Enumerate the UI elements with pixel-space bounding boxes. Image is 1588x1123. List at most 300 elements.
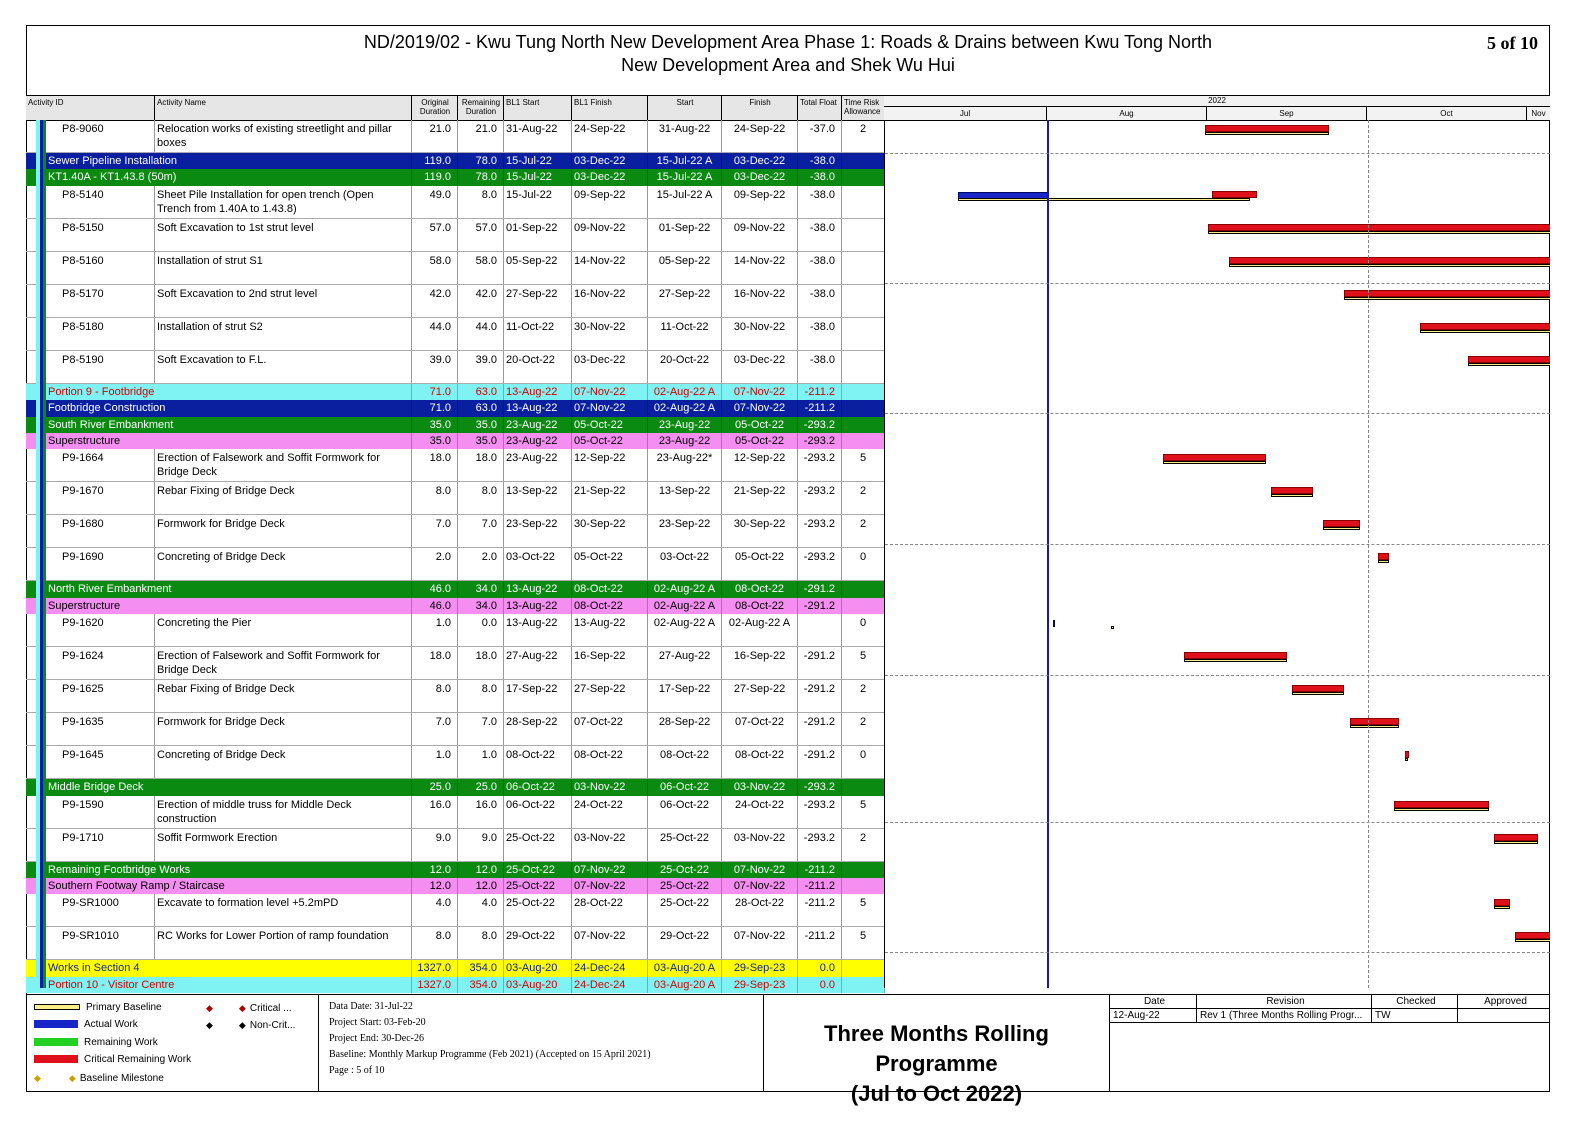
cell-bl1f: 08-Oct-22 bbox=[572, 581, 648, 597]
table-row[interactable] bbox=[26, 515, 885, 548]
cell-bl1s: 13-Aug-22 bbox=[504, 400, 572, 416]
cell-tra bbox=[842, 433, 885, 449]
cell-orig: 119.0 bbox=[412, 169, 458, 185]
cell-tra bbox=[842, 318, 885, 350]
gantt-baseline-bar[interactable] bbox=[1163, 461, 1265, 464]
gantt-baseline-bar[interactable] bbox=[1344, 297, 1550, 300]
cell-tf: -291.2 bbox=[798, 647, 842, 679]
cell-tf: -291.2 bbox=[798, 746, 842, 778]
gantt-baseline-bar[interactable] bbox=[1515, 939, 1550, 942]
gantt-baseline-bar[interactable] bbox=[1111, 626, 1114, 629]
col-finish[interactable]: Finish bbox=[722, 96, 798, 120]
table-row[interactable] bbox=[26, 829, 885, 862]
cell-rem: 12.0 bbox=[458, 862, 504, 878]
rev-approved bbox=[1458, 1009, 1550, 1023]
cell-finish: 07-Nov-22 bbox=[722, 878, 798, 894]
cell-rem: 12.0 bbox=[458, 878, 504, 894]
cell-tra: 2 bbox=[842, 680, 885, 712]
programme-title bbox=[764, 995, 1110, 1106]
cell-rem: 44.0 bbox=[458, 318, 504, 350]
cell-start: 03-Aug-20 A bbox=[648, 960, 722, 976]
cell-start: 23-Aug-22* bbox=[648, 449, 722, 481]
cell-finish: 16-Sep-22 bbox=[722, 647, 798, 679]
cell-finish: 21-Sep-22 bbox=[722, 482, 798, 514]
cell-bl1f: 03-Dec-22 bbox=[572, 351, 648, 383]
group-row[interactable] bbox=[26, 862, 885, 878]
cell-finish: 28-Oct-22 bbox=[722, 894, 798, 926]
timeline-header bbox=[884, 95, 1550, 121]
cell-name: Southern Footway Ramp / Staircase bbox=[46, 878, 412, 894]
cell-start: 02-Aug-22 A bbox=[648, 598, 722, 614]
cell-bl1f: 07-Oct-22 bbox=[572, 713, 648, 745]
cell-name: Erection of Falsework and Soffit Formwork for Bridge Deck bbox=[155, 647, 412, 679]
cell-rem: 78.0 bbox=[458, 169, 504, 185]
group-row[interactable] bbox=[26, 384, 885, 400]
cell-rem: 58.0 bbox=[458, 252, 504, 284]
gantt-critical-bar[interactable] bbox=[1163, 454, 1265, 461]
cell-finish: 08-Oct-22 bbox=[722, 746, 798, 778]
cell-bl1s: 25-Oct-22 bbox=[504, 829, 572, 861]
col-bl1-finish[interactable]: BL1 Finish bbox=[572, 96, 648, 120]
cell-name: Erection of middle truss for Middle Deck construction bbox=[155, 796, 412, 828]
timeline-month-aug: Aug bbox=[1047, 107, 1207, 120]
cell-start: 03-Oct-22 bbox=[648, 548, 722, 580]
cell-tra bbox=[842, 169, 885, 185]
programme-line-1: Three Months Rolling Programme bbox=[824, 1021, 1049, 1076]
legend bbox=[26, 995, 319, 1091]
cell-rem: 63.0 bbox=[458, 384, 504, 400]
cell-tra bbox=[842, 252, 885, 284]
cell-tf: -38.0 bbox=[798, 186, 842, 218]
cell-start: 31-Aug-22 bbox=[648, 120, 722, 152]
cell-bl1f: 03-Nov-22 bbox=[572, 829, 648, 861]
cell-id: P8-5190 bbox=[26, 351, 155, 383]
grid-line-horizontal bbox=[885, 283, 1550, 284]
cell-tra bbox=[842, 219, 885, 251]
cell-tf: -291.2 bbox=[798, 598, 842, 614]
gantt-critical-bar[interactable] bbox=[1208, 224, 1550, 231]
cell-name: Concreting the Pier bbox=[155, 614, 412, 646]
cell-tf: -293.2 bbox=[798, 449, 842, 481]
gantt-critical-bar[interactable] bbox=[1394, 801, 1488, 808]
cell-orig: 49.0 bbox=[412, 186, 458, 218]
gantt-baseline-bar[interactable] bbox=[1468, 363, 1550, 366]
table-row[interactable] bbox=[26, 449, 885, 482]
cell-bl1f: 03-Dec-22 bbox=[572, 153, 648, 169]
legend-baseline-milestone: ◆ ◆ Baseline Milestone bbox=[34, 1073, 164, 1084]
gantt-baseline-bar[interactable] bbox=[1394, 808, 1488, 811]
cell-bl1s: 28-Sep-22 bbox=[504, 713, 572, 745]
gantt-baseline-bar[interactable] bbox=[1405, 758, 1408, 761]
cell-id: P9-1690 bbox=[26, 548, 155, 580]
table-row[interactable] bbox=[26, 894, 885, 927]
cell-bl1f: 30-Sep-22 bbox=[572, 515, 648, 547]
cell-orig: 9.0 bbox=[412, 829, 458, 861]
cell-rem: 21.0 bbox=[458, 120, 504, 152]
gantt-baseline-bar[interactable] bbox=[1271, 494, 1313, 497]
table-row[interactable] bbox=[26, 482, 885, 515]
gantt-critical-bar[interactable] bbox=[1468, 356, 1550, 363]
cell-finish: 03-Nov-22 bbox=[722, 779, 798, 795]
cell-orig: 8.0 bbox=[412, 680, 458, 712]
cell-name: Remaining Footbridge Works bbox=[46, 862, 412, 878]
cell-start: 02-Aug-22 A bbox=[648, 581, 722, 597]
col-bl1-start[interactable]: BL1 Start bbox=[504, 96, 572, 120]
table-row[interactable] bbox=[26, 318, 885, 351]
cell-orig: 8.0 bbox=[412, 927, 458, 959]
cell-tra bbox=[842, 960, 885, 976]
cell-rem: 25.0 bbox=[458, 779, 504, 795]
cell-start: 23-Aug-22 bbox=[648, 417, 722, 433]
cell-tf: -291.2 bbox=[798, 581, 842, 597]
cell-tf: -211.2 bbox=[798, 878, 842, 894]
cell-orig: 58.0 bbox=[412, 252, 458, 284]
cell-orig: 39.0 bbox=[412, 351, 458, 383]
cell-name: Concreting of Bridge Deck bbox=[155, 548, 412, 580]
cell-tf: -293.2 bbox=[798, 515, 842, 547]
cell-tf: -291.2 bbox=[798, 680, 842, 712]
cell-orig: 71.0 bbox=[412, 384, 458, 400]
cell-start: 25-Oct-22 bbox=[648, 878, 722, 894]
gantt-baseline-bar[interactable] bbox=[1205, 132, 1328, 135]
gantt-critical-bar[interactable] bbox=[1184, 652, 1286, 659]
gantt-baseline-bar[interactable] bbox=[1184, 659, 1286, 662]
cell-finish: 07-Oct-22 bbox=[722, 713, 798, 745]
legend-remaining-work: Remaining Work bbox=[34, 1036, 158, 1050]
diamond-icon: ◆ bbox=[68, 1073, 76, 1083]
cell-id: P8-9060 bbox=[26, 120, 155, 152]
table-row[interactable] bbox=[26, 219, 885, 252]
table-row[interactable] bbox=[26, 713, 885, 746]
table-row[interactable] bbox=[26, 186, 885, 219]
cell-start: 08-Oct-22 bbox=[648, 746, 722, 778]
cell-bl1s: 05-Sep-22 bbox=[504, 252, 572, 284]
table-row[interactable] bbox=[26, 647, 885, 680]
cell-orig: 1327.0 bbox=[412, 960, 458, 976]
gantt-baseline-bar[interactable] bbox=[1378, 560, 1388, 563]
gantt-critical-bar[interactable] bbox=[1515, 932, 1550, 939]
group-row[interactable] bbox=[26, 581, 885, 597]
cell-rem: 354.0 bbox=[458, 977, 504, 993]
cell-bl1s: 13-Aug-22 bbox=[504, 598, 572, 614]
gantt-baseline-bar[interactable] bbox=[1208, 231, 1550, 234]
cell-bl1f: 16-Sep-22 bbox=[572, 647, 648, 679]
cell-rem: 8.0 bbox=[458, 482, 504, 514]
group-row[interactable] bbox=[26, 400, 885, 416]
cell-tf: -211.2 bbox=[798, 894, 842, 926]
cell-rem: 34.0 bbox=[458, 598, 504, 614]
cell-start: 25-Oct-22 bbox=[648, 862, 722, 878]
title-line-1: ND/2019/02 - Kwu Tung North New Development Area Phase 1: Roads & Drains between Kwu Tong North bbox=[363, 32, 1213, 52]
table-row[interactable] bbox=[26, 285, 885, 318]
gantt-baseline-bar[interactable] bbox=[1494, 906, 1510, 909]
table-row[interactable] bbox=[26, 614, 885, 647]
cell-finish: 29-Sep-23 bbox=[722, 960, 798, 976]
timeline-year: 2022 bbox=[884, 96, 1550, 107]
cell-rem: 39.0 bbox=[458, 351, 504, 383]
table-row[interactable] bbox=[26, 548, 885, 581]
rev-revision: Rev 1 (Three Months Rolling Progr... bbox=[1197, 1009, 1372, 1023]
gantt-baseline-bar[interactable] bbox=[1420, 330, 1550, 333]
cell-rem: 42.0 bbox=[458, 285, 504, 317]
group-row[interactable] bbox=[26, 417, 885, 433]
cell-tf: -293.2 bbox=[798, 548, 842, 580]
table-row[interactable] bbox=[26, 680, 885, 713]
gantt-critical-bar[interactable] bbox=[1350, 718, 1400, 725]
programme-line-2: (Jul to Oct 2022) bbox=[850, 1081, 1023, 1106]
col-remaining-duration[interactable]: Remaining Duration bbox=[458, 96, 504, 120]
table-header bbox=[26, 95, 885, 121]
cell-start: 02-Aug-22 A bbox=[648, 400, 722, 416]
table-row[interactable] bbox=[26, 746, 885, 779]
cell-orig: 2.0 bbox=[412, 548, 458, 580]
cell-bl1f: 07-Nov-22 bbox=[572, 400, 648, 416]
cell-tf: -293.2 bbox=[798, 417, 842, 433]
cell-finish: 03-Nov-22 bbox=[722, 829, 798, 861]
gantt-critical-bar[interactable] bbox=[1323, 520, 1360, 527]
gantt-critical-bar[interactable] bbox=[1378, 553, 1388, 560]
cell-finish: 07-Nov-22 bbox=[722, 927, 798, 959]
table-row[interactable] bbox=[26, 796, 885, 829]
cell-name: Portion 9 - Footbridge bbox=[46, 384, 412, 400]
col-activity-id[interactable]: Activity ID bbox=[26, 96, 155, 120]
cell-bl1s: 23-Sep-22 bbox=[504, 515, 572, 547]
cell-rem: 18.0 bbox=[458, 647, 504, 679]
cell-bl1s: 06-Oct-22 bbox=[504, 796, 572, 828]
gantt-baseline-bar[interactable] bbox=[1494, 841, 1539, 844]
col-activity-name[interactable]: Activity Name bbox=[155, 96, 412, 120]
group-row[interactable] bbox=[26, 779, 885, 795]
gantt-critical-bar[interactable] bbox=[1212, 191, 1257, 198]
group-row[interactable] bbox=[26, 977, 885, 993]
cell-orig: 25.0 bbox=[412, 779, 458, 795]
cell-bl1s: 15-Jul-22 bbox=[504, 186, 572, 218]
cell-finish: 08-Oct-22 bbox=[722, 581, 798, 597]
rev-header-date: Date bbox=[1110, 995, 1197, 1009]
cell-bl1s: 27-Sep-22 bbox=[504, 285, 572, 317]
gantt-critical-bar[interactable] bbox=[1494, 899, 1510, 906]
cell-finish: 07-Nov-22 bbox=[722, 862, 798, 878]
gantt-critical-bar[interactable] bbox=[1494, 834, 1539, 841]
table-row[interactable] bbox=[26, 252, 885, 285]
cell-tra: 2 bbox=[842, 120, 885, 152]
cell-bl1f: 30-Nov-22 bbox=[572, 318, 648, 350]
cell-finish: 14-Nov-22 bbox=[722, 252, 798, 284]
cell-rem: 16.0 bbox=[458, 796, 504, 828]
cell-tra: 5 bbox=[842, 796, 885, 828]
table-row[interactable] bbox=[26, 927, 885, 960]
col-start[interactable]: Start bbox=[648, 96, 722, 120]
cell-tra bbox=[842, 400, 885, 416]
cell-start: 20-Oct-22 bbox=[648, 351, 722, 383]
baseline-bar-icon bbox=[34, 1004, 80, 1010]
cell-name: South River Embankment bbox=[46, 417, 412, 433]
cell-tf: -38.0 bbox=[798, 285, 842, 317]
cell-start: 27-Sep-22 bbox=[648, 285, 722, 317]
cell-bl1f: 09-Nov-22 bbox=[572, 219, 648, 251]
cell-bl1s: 11-Oct-22 bbox=[504, 318, 572, 350]
cell-bl1f: 27-Sep-22 bbox=[572, 680, 648, 712]
cell-name: Excavate to formation level +5.2mPD bbox=[155, 894, 412, 926]
cell-tra bbox=[842, 384, 885, 400]
gantt-baseline-bar[interactable] bbox=[1229, 264, 1550, 267]
cell-tf: 0.0 bbox=[798, 960, 842, 976]
cell-bl1s: 23-Aug-22 bbox=[504, 417, 572, 433]
cell-orig: 12.0 bbox=[412, 862, 458, 878]
cell-tf: -38.0 bbox=[798, 169, 842, 185]
cell-bl1s: 25-Oct-22 bbox=[504, 862, 572, 878]
cell-tf: -293.2 bbox=[798, 482, 842, 514]
cell-rem: 9.0 bbox=[458, 829, 504, 861]
cell-orig: 46.0 bbox=[412, 581, 458, 597]
gantt-actual-bar[interactable] bbox=[1053, 620, 1055, 627]
cell-finish: 09-Nov-22 bbox=[722, 219, 798, 251]
cell-tra bbox=[842, 598, 885, 614]
cell-id: P9-1664 bbox=[26, 449, 155, 481]
cell-id: P9-1710 bbox=[26, 829, 155, 861]
cell-orig: 1.0 bbox=[412, 614, 458, 646]
cell-orig: 35.0 bbox=[412, 433, 458, 449]
cell-tra bbox=[842, 351, 885, 383]
rev-date: 12-Aug-22 bbox=[1110, 1009, 1197, 1023]
cell-bl1s: 03-Oct-22 bbox=[504, 548, 572, 580]
cell-tra: 0 bbox=[842, 614, 885, 646]
legend-noncritical-milestone: ◆ ◆ Non-Crit... bbox=[206, 1020, 296, 1031]
gantt-critical-bar[interactable] bbox=[1292, 685, 1344, 692]
cell-name: Installation of strut S1 bbox=[155, 252, 412, 284]
gantt-critical-bar[interactable] bbox=[1229, 257, 1550, 264]
cell-start: 25-Oct-22 bbox=[648, 894, 722, 926]
cell-bl1f: 08-Oct-22 bbox=[572, 598, 648, 614]
gantt-baseline-bar[interactable] bbox=[1350, 725, 1400, 728]
gantt-baseline-bar[interactable] bbox=[1323, 527, 1360, 530]
rev-checked: TW bbox=[1372, 1009, 1458, 1023]
cell-finish: 16-Nov-22 bbox=[722, 285, 798, 317]
project-info bbox=[319, 995, 764, 1091]
table-row[interactable] bbox=[26, 120, 885, 153]
cell-bl1f: 05-Oct-22 bbox=[572, 417, 648, 433]
cell-bl1s: 03-Aug-20 bbox=[504, 960, 572, 976]
cell-tf: -38.0 bbox=[798, 219, 842, 251]
cell-tra: 0 bbox=[842, 746, 885, 778]
cell-finish: 30-Nov-22 bbox=[722, 318, 798, 350]
cell-tra: 2 bbox=[842, 829, 885, 861]
cell-name: Soft Excavation to 2nd strut level bbox=[155, 285, 412, 317]
cell-name: Formwork for Bridge Deck bbox=[155, 713, 412, 745]
cell-finish: 24-Oct-22 bbox=[722, 796, 798, 828]
cell-name: Formwork for Bridge Deck bbox=[155, 515, 412, 547]
cell-tra bbox=[842, 417, 885, 433]
cell-name: Footbridge Construction bbox=[46, 400, 412, 416]
cell-tf: -211.2 bbox=[798, 400, 842, 416]
gantt-critical-bar[interactable] bbox=[1420, 323, 1550, 330]
table-row[interactable] bbox=[26, 351, 885, 384]
cell-tf: -38.0 bbox=[798, 153, 842, 169]
gantt-critical-bar[interactable] bbox=[1405, 751, 1409, 758]
cell-name: Rebar Fixing of Bridge Deck bbox=[155, 482, 412, 514]
cell-finish: 03-Dec-22 bbox=[722, 351, 798, 383]
grid-line-vertical bbox=[1368, 120, 1369, 988]
cell-id: P8-5160 bbox=[26, 252, 155, 284]
gantt-critical-bar[interactable] bbox=[1344, 290, 1550, 297]
gantt-critical-bar[interactable] bbox=[1205, 125, 1328, 132]
cell-start: 15-Jul-22 A bbox=[648, 186, 722, 218]
grid-line-horizontal bbox=[885, 952, 1550, 953]
cell-bl1s: 03-Aug-20 bbox=[504, 977, 572, 993]
cell-start: 03-Aug-20 A bbox=[648, 977, 722, 993]
cell-tf: -38.0 bbox=[798, 318, 842, 350]
cell-name: Superstructure bbox=[46, 598, 412, 614]
cell-finish: 24-Sep-22 bbox=[722, 120, 798, 152]
cell-finish: 29-Sep-23 bbox=[722, 977, 798, 993]
gantt-baseline-bar[interactable] bbox=[1292, 692, 1344, 695]
cell-start: 13-Sep-22 bbox=[648, 482, 722, 514]
cell-orig: 16.0 bbox=[412, 796, 458, 828]
group-row[interactable] bbox=[26, 153, 885, 169]
col-time-risk-allowance[interactable]: Time Risk Allowance bbox=[842, 96, 885, 120]
cell-name: Rebar Fixing of Bridge Deck bbox=[155, 680, 412, 712]
cell-bl1f: 24-Oct-22 bbox=[572, 796, 648, 828]
cell-id: P9-SR1000 bbox=[26, 894, 155, 926]
timeline-month-nov: Nov bbox=[1531, 109, 1546, 118]
grid-line-horizontal bbox=[885, 153, 1550, 154]
revision-table bbox=[1110, 995, 1550, 1091]
cell-tf: -291.2 bbox=[798, 713, 842, 745]
cell-bl1s: 25-Oct-22 bbox=[504, 894, 572, 926]
legend-actual-work: Actual Work bbox=[34, 1018, 138, 1032]
cell-orig: 71.0 bbox=[412, 400, 458, 416]
cell-finish: 27-Sep-22 bbox=[722, 680, 798, 712]
cell-bl1f: 07-Nov-22 bbox=[572, 862, 648, 878]
cell-bl1f: 07-Nov-22 bbox=[572, 384, 648, 400]
cell-tra: 5 bbox=[842, 927, 885, 959]
cell-bl1f: 24-Dec-24 bbox=[572, 977, 648, 993]
cell-name: Soft Excavation to 1st strut level bbox=[155, 219, 412, 251]
title-line-2: New Development Area and Shek Wu Hui bbox=[621, 55, 955, 75]
cell-id: P9-1680 bbox=[26, 515, 155, 547]
noncritical-diamond-icon: ◆ bbox=[206, 1020, 213, 1030]
cell-bl1s: 17-Sep-22 bbox=[504, 680, 572, 712]
legend-critical-milestone: ◆ ◆ Critical ... bbox=[206, 1003, 292, 1014]
group-row[interactable] bbox=[26, 433, 885, 449]
cell-name: KT1.40A - KT1.43.8 (50m) bbox=[46, 169, 412, 185]
col-original-duration[interactable]: Original Duration bbox=[412, 96, 458, 120]
group-row[interactable] bbox=[26, 169, 885, 185]
cell-bl1f: 24-Dec-24 bbox=[572, 960, 648, 976]
col-total-float[interactable]: Total Float bbox=[798, 96, 842, 120]
group-row[interactable] bbox=[26, 598, 885, 614]
cell-finish: 05-Oct-22 bbox=[722, 417, 798, 433]
gantt-critical-bar[interactable] bbox=[1271, 487, 1313, 494]
cell-tf: -38.0 bbox=[798, 252, 842, 284]
cell-bl1f: 03-Dec-22 bbox=[572, 169, 648, 185]
cell-orig: 18.0 bbox=[412, 449, 458, 481]
cell-tra: 2 bbox=[842, 515, 885, 547]
cell-name: Sewer Pipeline Installation bbox=[46, 153, 412, 169]
grid-line-horizontal bbox=[885, 822, 1550, 823]
page-title bbox=[26, 31, 1550, 77]
cell-tf: -293.2 bbox=[798, 779, 842, 795]
cell-rem: 34.0 bbox=[458, 581, 504, 597]
group-row[interactable] bbox=[26, 960, 885, 976]
gantt-baseline-bar[interactable] bbox=[958, 198, 1250, 201]
cell-bl1s: 13-Sep-22 bbox=[504, 482, 572, 514]
cell-orig: 57.0 bbox=[412, 219, 458, 251]
cell-tra: 5 bbox=[842, 894, 885, 926]
cell-id: P9-1590 bbox=[26, 796, 155, 828]
cell-tf: -293.2 bbox=[798, 796, 842, 828]
group-row[interactable] bbox=[26, 878, 885, 894]
